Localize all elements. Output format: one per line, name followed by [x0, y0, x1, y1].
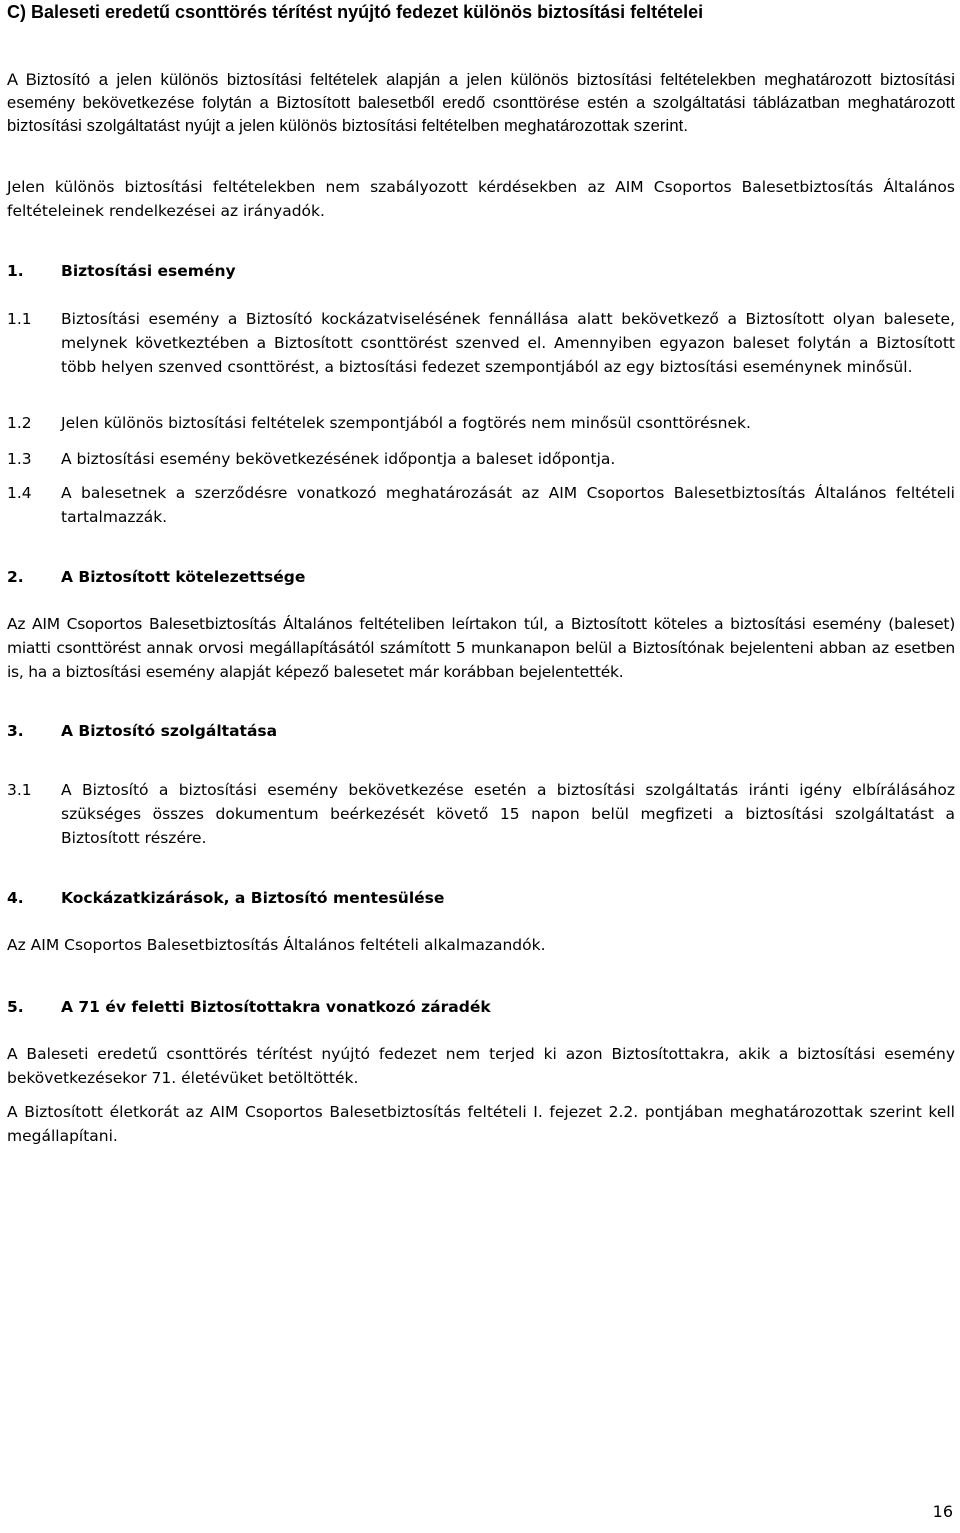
list-item-3-1 — [7, 778, 955, 850]
section-5-paragraph-2: A Biztosított életkorát az AIM Csoportos Balesetbiztosítás feltételi I. fejezet 2.2. pontjában meghatározottak szerint kell megállapítani. — [7, 1103, 955, 1145]
item-number: 1.1 — [7, 310, 32, 328]
list-item-1-1 — [7, 307, 955, 379]
item-text: Biztosítási esemény a Biztosító kockázatviselésének fennállása alatt bekövetkező a Biztosított olyan balesete, melynek következtében a Biztosított csonttörést szenved el. Amennyiben egyazon baleset folytán a Biztosított több helyen szenved csonttörést, a biztosítási fedezet szempontjából az egy biztosítási eseménynek minősül. — [61, 310, 955, 376]
section-2-heading — [7, 565, 305, 589]
section-3-heading — [7, 719, 277, 743]
list-item-1-2 — [7, 411, 955, 435]
section-2-paragraph: Az AIM Csoportos Balesetbiztosítás Általános feltételiben leírtakon túl, a Biztosított köteles a biztosítási esemény (baleset) miatti csonttörést annak orvosi megállapításától számított 5 munkanapon belül a Biztosítónak bejelenteni abban az esetben is, ha a biztosítási esemény alapját képező balesetet már korábban bejelentették. — [7, 615, 955, 681]
section-1-heading — [7, 259, 236, 283]
item-number: 1.3 — [7, 450, 32, 468]
section-5-heading — [7, 995, 491, 1019]
section-4-number: 4. — [7, 889, 24, 907]
document-title: C) Baleseti eredetű csonttörés térítést nyújtó fedezet különös biztosítási feltételei — [7, 2, 704, 22]
item-number: 3.1 — [7, 781, 32, 799]
list-item-1-4 — [7, 481, 955, 529]
item-number: 1.4 — [7, 484, 32, 502]
section-3-title: A Biztosító szolgáltatása — [61, 722, 278, 740]
section-4-heading — [7, 886, 444, 910]
item-text: Jelen különös biztosítási feltételek szempontjából a fogtörés nem minősül csonttörésnek. — [61, 414, 751, 432]
section-5-paragraph-1: A Baleseti eredetű csonttörés térítést nyújtó fedezet nem terjed ki azon Biztosítottakra, akik a biztosítási esemény bekövetkezésekor 71. életévüket betöltötték. — [7, 1045, 955, 1087]
list-item-1-3 — [7, 447, 955, 471]
general-terms-paragraph: Jelen különös biztosítási feltételekben nem szabályozott kérdésekben az AIM Csoportos Balesetbiztosítás Általános feltételeinek rendelkezései az irányadók. — [7, 178, 955, 220]
section-2-number: 2. — [7, 568, 24, 586]
item-number: 1.2 — [7, 414, 32, 432]
section-5-number: 5. — [7, 998, 24, 1016]
section-3-number: 3. — [7, 722, 24, 740]
intro-paragraph: A Biztosító a jelen különös biztosítási feltételek alapján a jelen különös biztosítási feltételekben meghatározott biztosítási esemény bekövetkezése folytán a Biztosított balesetből eredő csonttörése estén a szolgáltatási táblázatban meghatározott biztosítási szolgáltatást nyújt a jelen különös biztosítási feltételben meghatározottak szerint. — [7, 70, 955, 135]
section-1-title: Biztosítási esemény — [61, 262, 236, 280]
section-1-number: 1. — [7, 262, 24, 280]
item-text: A biztosítási esemény bekövetkezésének időpontja a baleset időpontja. — [61, 450, 616, 468]
section-4-title: Kockázatkizárások, a Biztosító mentesülése — [61, 889, 445, 907]
section-4-paragraph: Az AIM Csoportos Balesetbiztosítás Általános feltételi alkalmazandók. — [7, 936, 546, 954]
section-5-title: A 71 év feletti Biztosítottakra vonatkozó záradék — [61, 998, 491, 1016]
section-2-title: A Biztosított kötelezettsége — [61, 568, 306, 586]
item-text: A Biztosító a biztosítási esemény bekövetkezése esetén a biztosítási szolgáltatás iránti igény elbírálásához szükséges összes dokumentum beérkezését követő 15 napon belül megfizeti a biztosítási szolgáltatást a Biztosított részére. — [61, 781, 955, 847]
page-number: 16 — [932, 1502, 953, 1521]
item-text: A balesetnek a szerződésre vonatkozó meghatározását az AIM Csoportos Balesetbiztosítás Általános feltételi tartalmazzák. — [61, 484, 955, 526]
